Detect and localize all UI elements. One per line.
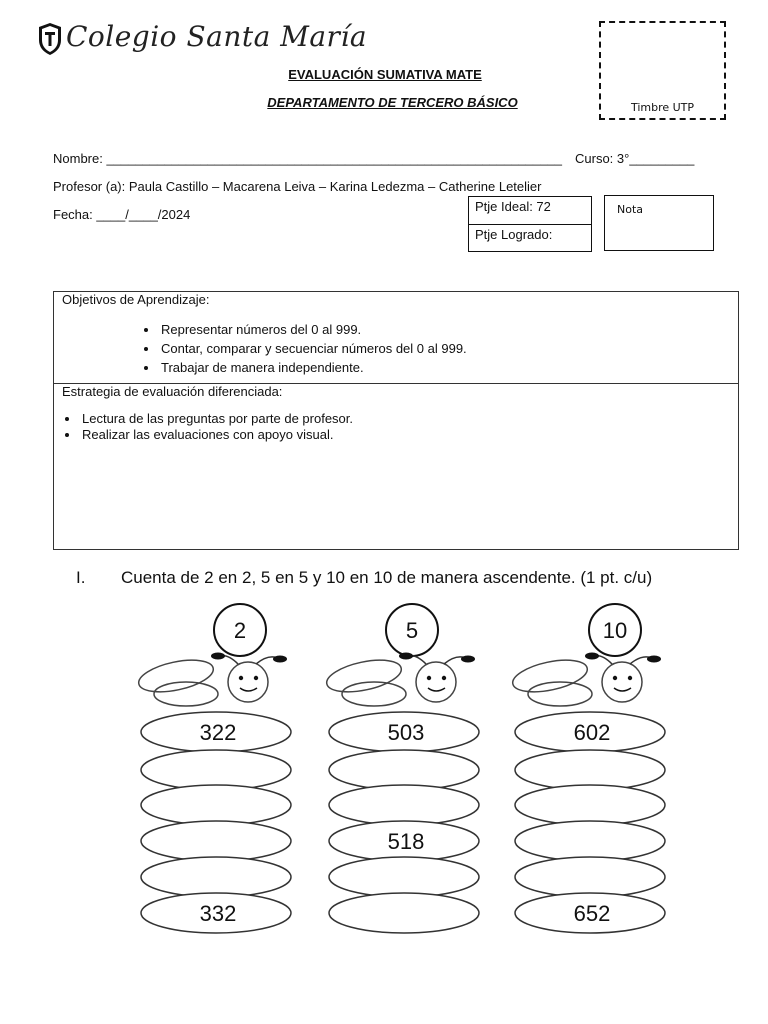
body-oval[interactable] (141, 750, 291, 790)
worm-head (602, 662, 642, 702)
body-oval[interactable] (141, 821, 291, 861)
score-box (468, 196, 592, 252)
wing-shape (528, 682, 592, 706)
wing-shape (154, 682, 218, 706)
section-instruction (76, 568, 652, 588)
wing-shape (510, 654, 590, 697)
oval-value: 652 (573, 901, 611, 926)
body-oval[interactable] (329, 785, 479, 825)
course-field[interactable]: Curso: 3°_________ (575, 151, 695, 166)
wing-shape (342, 682, 406, 706)
school-name: Colegio Santa María (66, 20, 368, 53)
antenna-tip (399, 653, 413, 660)
grade-box[interactable] (604, 195, 714, 251)
body-oval[interactable] (329, 750, 479, 790)
ideal-score: Ptje Ideal: 72 (475, 199, 551, 214)
step-label: 5 (405, 618, 419, 643)
oval-value: 503 (387, 720, 425, 745)
strategy-item: • Lectura de las preguntas por parte de profesor. (80, 411, 730, 427)
teachers-line: Profesor (a): Paula Castillo – Macarena Leiva – Karina Ledezma – Catherine Letelier (53, 179, 542, 194)
objective-item: • Contar, comparar y secuenciar números del 0 al 999. (159, 339, 730, 358)
section-text: Cuenta de 2 en 2, 5 en 5 y 10 en 10 de manera ascendente. (1 pt. c/u) (121, 568, 653, 587)
body-oval[interactable] (329, 857, 479, 897)
objectives-list (62, 320, 730, 377)
objective-item: • Representar números del 0 al 999. (159, 320, 730, 339)
strategy-list (62, 411, 730, 443)
body-oval[interactable] (515, 821, 665, 861)
date-field[interactable]: Fecha: ____/____/2024 (53, 207, 191, 222)
eye-icon (613, 676, 617, 680)
school-logo-icon (37, 22, 63, 56)
oval-value: 322 (199, 720, 237, 745)
objectives-table (53, 291, 739, 550)
antenna-tip (461, 656, 475, 663)
worm-head (228, 662, 268, 702)
department-title: DEPARTAMENTO DE TERCERO BÁSICO (267, 95, 518, 110)
antenna-tip (273, 656, 287, 663)
wing-shape (136, 654, 216, 697)
utp-stamp-box (599, 21, 726, 120)
strategy-heading: Estrategia de evaluación diferenciada: (62, 384, 283, 399)
body-oval[interactable] (141, 785, 291, 825)
objectives-heading: Objetivos de Aprendizaje: (62, 292, 210, 307)
page-title: EVALUACIÓN SUMATIVA MATE (288, 67, 482, 82)
grade-label: Nota (617, 203, 644, 216)
stamp-label: Timbre UTP (630, 101, 695, 114)
body-oval[interactable] (515, 857, 665, 897)
oval-value: 602 (573, 720, 611, 745)
step-label: 2 (233, 618, 247, 643)
body-oval[interactable] (141, 857, 291, 897)
objectives-section (54, 292, 738, 384)
antenna-tip (647, 656, 661, 663)
antenna-tip (585, 653, 599, 660)
worm-2 (136, 604, 291, 933)
eye-icon (628, 676, 632, 680)
strategy-item: • Realizar las evaluaciones con apoyo visual. (80, 427, 730, 443)
eye-icon (442, 676, 446, 680)
antenna-tip (211, 653, 225, 660)
wing-shape (324, 654, 404, 697)
worm-10 (510, 604, 665, 933)
eye-icon (254, 676, 258, 680)
oval-value: 332 (199, 901, 237, 926)
eye-icon (239, 676, 243, 680)
worm-head (416, 662, 456, 702)
oval-value: 518 (387, 829, 425, 854)
body-oval[interactable] (515, 750, 665, 790)
section-number: I. (76, 568, 86, 587)
worm-5 (324, 604, 479, 933)
objective-item: • Trabajar de manera independiente. (159, 358, 730, 377)
strategy-section (54, 384, 738, 443)
eye-icon (427, 676, 431, 680)
counting-worms (0, 590, 768, 970)
name-field[interactable]: Nombre: _______________________________________________________________ (53, 151, 562, 166)
achieved-score[interactable]: Ptje Logrado: (469, 224, 591, 251)
body-oval[interactable] (515, 785, 665, 825)
step-label: 10 (602, 618, 628, 643)
body-oval[interactable] (329, 893, 479, 933)
